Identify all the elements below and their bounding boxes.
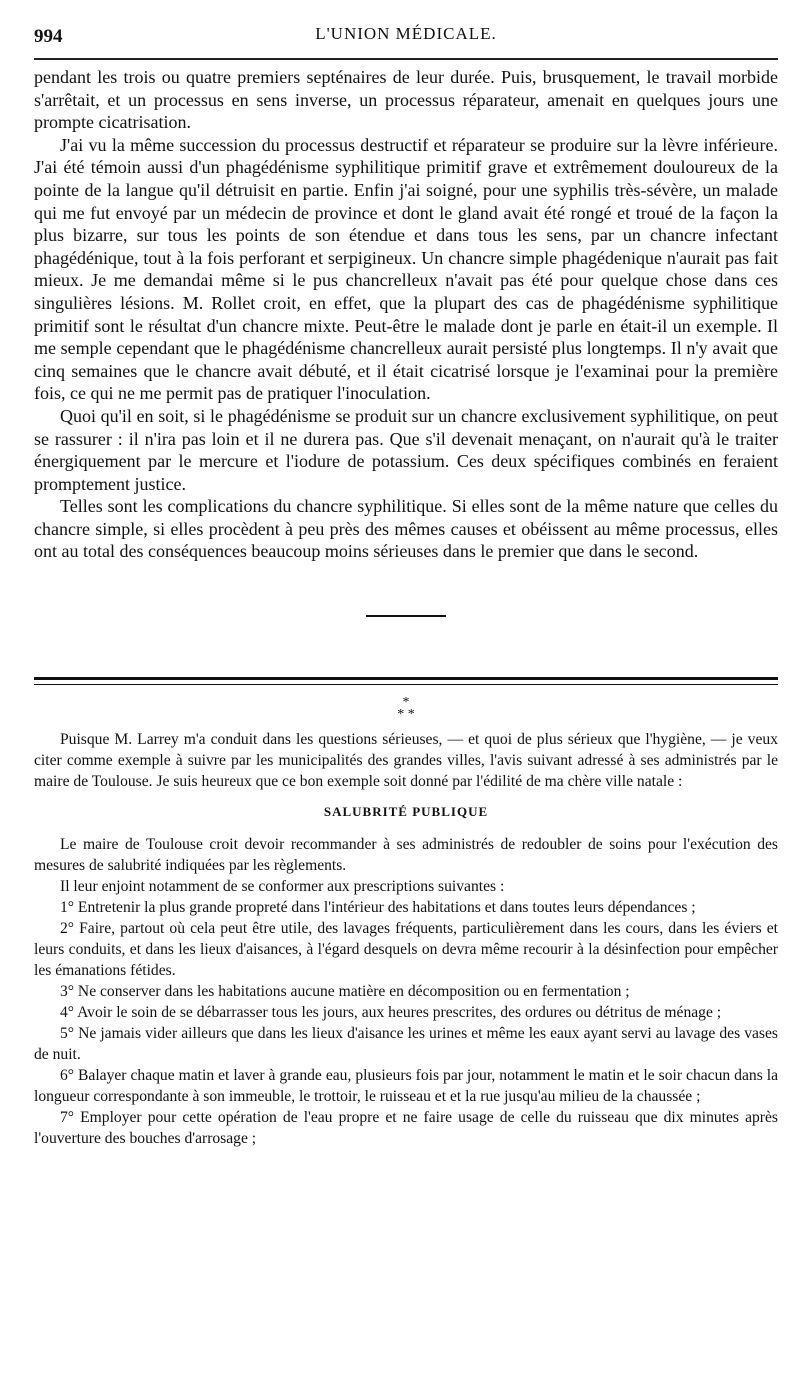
article-paragraph: Telles sont les complications du chancre syphilitique. Si elles sont de la même nature que celles du chancre simple, si elles procèdent à peu près des mêmes causes et obéissent au même processus, elles ont au total des conséquences beaucoup moins sérieuses dans le premier que dans le second. (34, 496, 778, 562)
header-rule (34, 58, 778, 60)
notice-paragraph: Il leur enjoint notamment de se conformer aux prescriptions suivantes : (60, 878, 505, 896)
prescription-item: 5° Ne jamais vider ailleurs que dans les lieux d'aisance les urines et même les eaux ayant servi au lavage des vases de nuit. (34, 1025, 778, 1064)
article-paragraph: J'ai vu la même succession du processus destructif et réparateur se produire sur la lèvre inférieure. J'ai été témoin aussi d'un phagédénisme syphilitique primitif grave et extrêmement douloureux de la pointe de la langue qu'il détruisit en partie. Enfin j'ai soigné, pour une syphilis très-sévère, un malade qui me fut envoyé par un médecin de province et dont le gland avait été rongé et troué de la façon la plus bizarre, sur tous les points de son étendue et dans tous les sens, par un chancre infectant phagédénique, tout à la fois perforant et serpigineux. Un chancre simple phagédenique n'aurait pas fait mieux. Je me demandai même si le pus chancrelleux n'avait pas été pour quelque chose dans ces singulières lésions. M. Rollet croit, en effet, que la plupart des cas de phagédénisme syphilitique primitif sont le résultat d'un chancre mixte. Peut-être le malade dont je parle en était-il un exemple. Il me semple cependant que le phagédénisme chancrelleux aurait persisté plus longtemps. Il n'y avait que cinq semaines que le chancre avait débuté, et il était cicatrisé lorsque je l'examinai pour la première fois, ce qui ne me permit pas de pratiquer l'inoculation. (34, 134, 778, 404)
page-number: 994 (34, 26, 63, 47)
article-paragraph: Quoi qu'il en soit, si le phagédénisme se produit sur un chancre exclusivement syphilitique, on peut se rassurer : il n'ira pas loin et il ne durera pas. Que s'il devenait menaçant, on n'aurait qu'à le traiter énergiquement par le mercure et l'iodure de potassium. Ces deux spécifiques combinés en feraient promptement justice. (34, 405, 778, 494)
asterism-top: * (402, 695, 410, 711)
page-header (34, 18, 778, 54)
asterism (34, 697, 778, 721)
asterism-bottom: * * (397, 707, 415, 723)
prescription-item: 7° Employer pour cette opération de l'eau propre et ne faire usage de celle du ruisseau que dix minutes après l'ouverture des bouches d'arrosage ; (34, 1109, 778, 1148)
hygiene-section (34, 729, 778, 1149)
notice-title: SALUBRITÉ PUBLIQUE (323, 804, 489, 820)
prescription-list (34, 897, 778, 1149)
article-body (34, 66, 778, 563)
prescription-item: 2° Faire, partout où cela peut être utile, des lavages fréquents, particulièrement dans les cours, dans les éviers et leurs conduits, et dans les lieux d'aisances, à l'égard desquels on devra même recourir à la désinfection pour empêcher les émanations fétides. (34, 920, 778, 980)
prescription-item: 1° Entretenir la plus grande propreté dans l'intérieur des habitations et dans toutes leurs dépendances ; (60, 899, 696, 917)
section-divider (34, 677, 778, 685)
prescription-item: 4° Avoir le soin de se débarrasser tous les jours, aux heures prescrites, des ordures ou détritus de ménage ; (60, 1004, 722, 1022)
article-paragraph: pendant les trois ou quatre premiers septénaires de leur durée. Puis, brusquement, le travail morbide s'arrêtait, et un processus en sens inverse, un processus réparateur, amenait en quelques jours une prompte cicatrisation. (34, 67, 778, 133)
notice-paragraph: Le maire de Toulouse croit devoir recommander à ses administrés de redoubler de soins pour l'exécution des mesures de salubrité indiquées par les règlements. (34, 836, 778, 875)
prescription-item: 6° Balayer chaque matin et laver à grande eau, plusieurs fois par jour, notamment le matin et le soir chacun dans la longueur correspondante à son immeuble, le trottoir, le ruisseau et et la rue jusqu'au milieu de la chaussée ; (34, 1067, 778, 1106)
running-title: L'UNION MÉDICALE. (315, 24, 497, 43)
article-end-rule (366, 615, 446, 617)
prescription-item: 3° Ne conserver dans les habitations aucune matière en décomposition ou en fermentation ; (60, 983, 630, 1001)
section-intro: Puisque M. Larrey m'a conduit dans les questions sérieuses, — et quoi de plus sérieux que l'hygiène, — je veux citer comme exemple à suivre par les municipalités des grandes villes, l'avis suivant adressé à ses administrés par le maire de Toulouse. Je suis heureux que ce bon exemple soit donné par l'édilité de ma chère ville natale : (34, 731, 778, 791)
